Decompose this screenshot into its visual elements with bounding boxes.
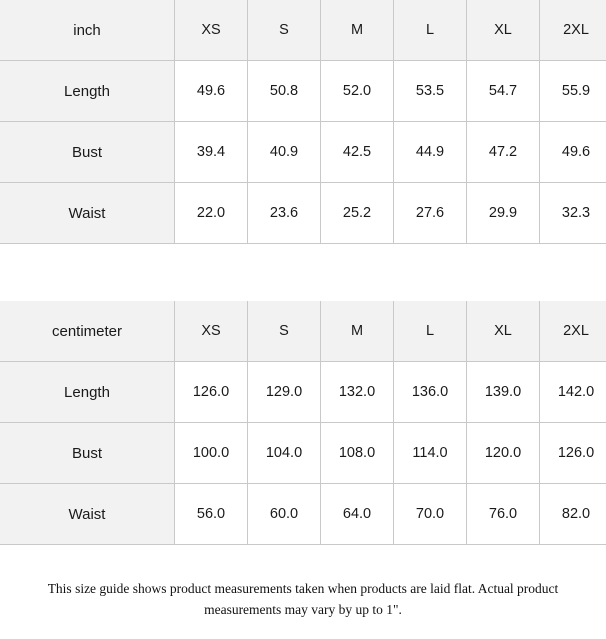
cell-bust-l: 44.9 <box>394 122 467 183</box>
size-header-s: S <box>248 0 321 61</box>
size-header-2xl: 2XL <box>540 301 606 362</box>
size-table-centimeter-block <box>0 301 606 545</box>
size-header-l: L <box>394 0 467 61</box>
measure-label-waist: Waist <box>0 484 175 545</box>
cell-length-s: 50.8 <box>248 61 321 122</box>
table-row <box>0 183 606 244</box>
cell-waist-xl: 29.9 <box>467 183 540 244</box>
size-table-centimeter <box>0 301 606 545</box>
cell-waist-m: 64.0 <box>321 484 394 545</box>
size-header-xl: XL <box>467 301 540 362</box>
table-row <box>0 423 606 484</box>
size-header-xl: XL <box>467 0 540 61</box>
cell-length-2xl: 142.0 <box>540 362 606 423</box>
measure-label-bust: Bust <box>0 423 175 484</box>
size-guide-footnote: This size guide shows product measurements taken when products are laid flat. Actual product measurements may vary by up to 1". <box>47 581 559 617</box>
cell-waist-2xl: 82.0 <box>540 484 606 545</box>
table-header-row <box>0 0 606 61</box>
size-table-inch-block <box>0 0 606 244</box>
size-header-m: M <box>321 301 394 362</box>
size-header-2xl: 2XL <box>540 0 606 61</box>
measure-label-length: Length <box>0 61 175 122</box>
measure-label-waist: Waist <box>0 183 175 244</box>
cell-length-xl: 139.0 <box>467 362 540 423</box>
cell-length-l: 136.0 <box>394 362 467 423</box>
unit-label-centimeter: centimeter <box>0 301 175 362</box>
cell-waist-m: 25.2 <box>321 183 394 244</box>
size-header-l: L <box>394 301 467 362</box>
table-header-row <box>0 301 606 362</box>
cell-length-l: 53.5 <box>394 61 467 122</box>
cell-bust-l: 114.0 <box>394 423 467 484</box>
size-header-s: S <box>248 301 321 362</box>
cell-length-s: 129.0 <box>248 362 321 423</box>
cell-length-2xl: 55.9 <box>540 61 606 122</box>
size-table-inch <box>0 0 606 244</box>
cell-waist-xs: 56.0 <box>175 484 248 545</box>
cell-waist-xs: 22.0 <box>175 183 248 244</box>
cell-bust-s: 104.0 <box>248 423 321 484</box>
cell-bust-xl: 120.0 <box>467 423 540 484</box>
cell-bust-xs: 100.0 <box>175 423 248 484</box>
cell-bust-s: 40.9 <box>248 122 321 183</box>
cell-waist-l: 70.0 <box>394 484 467 545</box>
measure-label-bust: Bust <box>0 122 175 183</box>
cell-waist-2xl: 32.3 <box>540 183 606 244</box>
cell-waist-s: 60.0 <box>248 484 321 545</box>
cell-bust-2xl: 126.0 <box>540 423 606 484</box>
table-row <box>0 122 606 183</box>
cell-waist-xl: 76.0 <box>467 484 540 545</box>
cell-bust-m: 108.0 <box>321 423 394 484</box>
table-row <box>0 61 606 122</box>
cell-length-m: 132.0 <box>321 362 394 423</box>
cell-length-xs: 126.0 <box>175 362 248 423</box>
cell-bust-xs: 39.4 <box>175 122 248 183</box>
cell-bust-m: 42.5 <box>321 122 394 183</box>
cell-waist-l: 27.6 <box>394 183 467 244</box>
size-header-xs: XS <box>175 0 248 61</box>
cell-waist-s: 23.6 <box>248 183 321 244</box>
cell-length-xs: 49.6 <box>175 61 248 122</box>
cell-length-xl: 54.7 <box>467 61 540 122</box>
size-header-m: M <box>321 0 394 61</box>
cell-bust-xl: 47.2 <box>467 122 540 183</box>
table-row <box>0 362 606 423</box>
measure-label-length: Length <box>0 362 175 423</box>
table-row <box>0 484 606 545</box>
table-spacer <box>0 244 606 301</box>
size-header-xs: XS <box>175 301 248 362</box>
unit-label-inch: inch <box>0 0 175 61</box>
cell-bust-2xl: 49.6 <box>540 122 606 183</box>
cell-length-m: 52.0 <box>321 61 394 122</box>
